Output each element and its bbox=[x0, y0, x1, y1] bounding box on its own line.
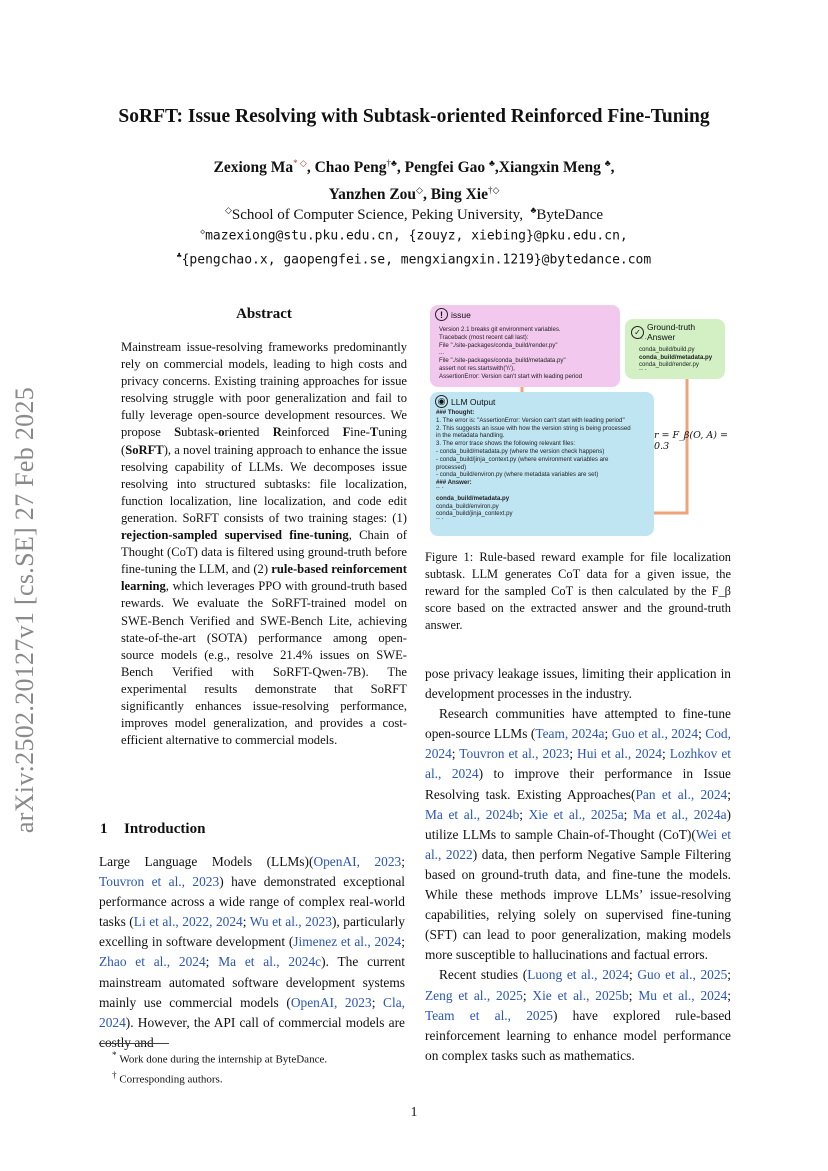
abstract-heading: Abstract bbox=[236, 306, 292, 322]
figure-text-line: 1. The error is: "AssertionError: Version can't start with leading period" bbox=[436, 416, 625, 424]
issue-header bbox=[435, 308, 471, 321]
citation-link[interactable]: Cod, 2024 bbox=[425, 726, 731, 762]
citation-link[interactable]: Ma et al., 2024a bbox=[633, 806, 727, 822]
body-text: ; bbox=[604, 726, 612, 742]
affil-text: ByteDance bbox=[536, 207, 604, 223]
ground-truth-box bbox=[625, 319, 725, 379]
paragraph: pose privacy leakage issues, limiting their application in development processes in the industry. bbox=[425, 666, 731, 702]
robot-icon: ◉ bbox=[435, 395, 448, 408]
section-title: Introduction bbox=[124, 821, 206, 837]
author-mark: †◇ bbox=[487, 185, 500, 196]
figure-text-line: 2. This suggests an issue with how the version string is being processed bbox=[436, 424, 631, 432]
figure-text-line: `` ` bbox=[639, 369, 647, 377]
body-text: ; bbox=[727, 967, 732, 983]
affil-mark: ◇ bbox=[224, 205, 232, 215]
paper-title: SoRFT: Issue Resolving with Subtask-oriented Reinforced Fine-Tuning bbox=[118, 106, 710, 127]
body-text: ; bbox=[661, 746, 670, 762]
author-name: Zexiong Ma bbox=[213, 159, 294, 177]
body-text: ), particularly excelling in software development ( bbox=[99, 914, 406, 950]
abstract-text: ), a novel training approach to enhance the issue resolving capability of LLMs. We decomposes issue resolving into structured subtasks: file localization, function localization, line localization, and code edit generation. SoRFT consists of two training stages: (1) bbox=[121, 442, 407, 525]
author-line-2: Yanzhen Zou◇, Bing Xie†◇ bbox=[328, 185, 500, 204]
author-line-1: Zexiong Ma* ◇, Chao Peng†♣, Pengfei Gao ♣,Xiangxin Meng ♣, bbox=[213, 158, 615, 177]
arxiv-id-text: arXiv:2502.20127v1 [cs.SE] 27 Feb 2025 bbox=[10, 386, 40, 834]
issue-line: AssertionError: Version can't start with leading period bbox=[439, 372, 583, 380]
body-text: ; bbox=[727, 987, 731, 1003]
citation-link[interactable]: Team et al., 2025 bbox=[425, 1007, 553, 1023]
author-name: Xiangxin Meng bbox=[498, 159, 601, 177]
figure-1 bbox=[425, 303, 731, 543]
abstract-body bbox=[121, 339, 407, 749]
body-text: Research communities have attempted to fine-tune open-source LLMs ( bbox=[425, 706, 731, 742]
citation-link[interactable]: Mu et al., 2024 bbox=[638, 987, 728, 1003]
author-name: Yanzhen Zou bbox=[328, 186, 417, 204]
abstract-text: ubtask- bbox=[181, 425, 219, 440]
body-text: ; bbox=[205, 954, 219, 970]
body-text: ) have explored rule-based reinforcement learning to enhance model performance on complex tasks such as mathematics. bbox=[425, 1007, 731, 1063]
section-heading bbox=[100, 821, 405, 838]
email-mark: ◇ bbox=[200, 227, 206, 236]
citation-link[interactable]: Li et al., 2022, 2024 bbox=[133, 914, 243, 930]
abstract-text: ine- bbox=[350, 425, 370, 440]
body-text: ; bbox=[242, 914, 250, 930]
arxiv-identifier bbox=[2, 370, 48, 850]
figure-text-line: - conda_build/jinja_context.py (where environment variables are bbox=[436, 455, 609, 463]
citation-link[interactable]: Luong et al., 2024 bbox=[527, 967, 629, 983]
body-text: Large Language Models (LLMs)( bbox=[99, 854, 314, 869]
citation-link[interactable]: Wu et al., 2023 bbox=[249, 914, 332, 930]
footnote-mark: * bbox=[112, 1050, 117, 1060]
affil-mark: ♣ bbox=[530, 205, 537, 215]
abstract-emph: rule-based reinforcement learning bbox=[121, 562, 408, 594]
citation-link[interactable]: Guo et al., 2025 bbox=[637, 967, 728, 983]
abstract-text: riented bbox=[224, 425, 273, 440]
figure-caption bbox=[425, 549, 731, 634]
footnote-mark: † bbox=[112, 1069, 117, 1080]
llm-label: LLM Output bbox=[451, 396, 496, 407]
body-text: ; bbox=[628, 967, 638, 983]
issue-line: File "./site-packages/conda_build/render.py" bbox=[439, 341, 558, 349]
citation-link[interactable]: Ma et al., 2024c bbox=[218, 954, 322, 970]
figure-text-line: conda_build/environ.py bbox=[436, 502, 499, 510]
body-text: ; bbox=[623, 806, 633, 822]
alert-icon: ! bbox=[435, 308, 448, 321]
body-text: ; bbox=[451, 746, 460, 762]
body-text: Recent studies ( bbox=[439, 967, 528, 983]
citation-link[interactable]: Zeng et al., 2025 bbox=[425, 987, 523, 1003]
gt-label: Ground-truth Answer bbox=[646, 322, 696, 342]
figure-text-line: processed) bbox=[436, 463, 467, 471]
abstract-text: uning ( bbox=[121, 425, 407, 457]
abstract-text: einforced bbox=[281, 425, 343, 440]
paragraph bbox=[425, 704, 731, 965]
gt-lines bbox=[639, 338, 712, 377]
citation-link[interactable]: Team, 2024a bbox=[535, 726, 605, 742]
issue-line: File "./site-packages/conda_build/metadata.py" bbox=[439, 357, 566, 365]
author-mark: * ◇ bbox=[293, 158, 307, 168]
email-mark: ♣ bbox=[176, 251, 182, 261]
author-emails bbox=[60, 222, 768, 271]
citation-link[interactable]: Wei et al., 2022 bbox=[425, 826, 731, 862]
abstract-emph: S bbox=[174, 425, 182, 440]
citation-link[interactable]: OpenAI, 2023 bbox=[290, 994, 372, 1010]
figure-text-line: - conda_build/environ.py (where metadata variables are set) bbox=[436, 471, 599, 479]
email-line: mazexiong@stu.pku.edu.cn, {zouyz, xiebing}@pku.edu.cn, bbox=[205, 228, 628, 244]
figure-text-line: `` ` bbox=[436, 518, 444, 526]
body-text: ). The current mainstream automated software development systems mainly use commercial models ( bbox=[99, 954, 406, 1010]
body-text: ; bbox=[371, 994, 384, 1010]
body-text: ; bbox=[569, 746, 578, 762]
body-text: ) utilize LLMs to sample Chain-of-Thought (CoT)( bbox=[425, 806, 731, 842]
abstract-emph: rejection-sampled supervised fine-tuning bbox=[121, 528, 349, 543]
body-text: ; bbox=[698, 726, 706, 742]
figure-text-line: conda_build/jinja_context.py bbox=[436, 510, 513, 518]
author-mark: ♣ bbox=[489, 158, 495, 168]
figure-text-line: ### Answer: bbox=[436, 479, 472, 487]
right-column bbox=[425, 664, 731, 1066]
body-text: ) have demonstrated exceptional performance across a wide range of complex real-world tasks ( bbox=[99, 874, 406, 930]
abstract-emph: R bbox=[272, 425, 282, 440]
reward-formula bbox=[654, 430, 731, 452]
body-text: ) to improve their performance in Issue Resolving task. Existing Approaches( bbox=[425, 766, 731, 802]
citation-link[interactable]: Zhao et al., 2024 bbox=[99, 954, 206, 970]
figure-text-line: conda_build/metadata.py bbox=[639, 353, 713, 361]
footnote-text: Corresponding authors. bbox=[119, 1073, 223, 1086]
body-text: ; bbox=[519, 806, 529, 822]
figure-text-line: conda_build/metadata.py bbox=[436, 494, 510, 502]
author-name: Pengfei Gao bbox=[404, 159, 486, 177]
citation-link[interactable]: Jimenez et al., 2024 bbox=[293, 934, 402, 950]
abstract-emph: F bbox=[342, 425, 351, 440]
abstract-text: , which leverages PPO with ground-truth based rewards. We evaluate the SoRFT-trained model on SWE-Bench Verified and SWE-Bench Lite, achieving state-of-the-art (SOTA) performance among open-source models (e.g., resolve 21.4% issues on SWE-Bench Verified with SoRFT-Qwen-7B). The experimental results demonstrate that SoRFT significantly enhances issue-resolving performance, improves model generalization, and provides a cost-efficient alternative to commercial models. bbox=[121, 579, 407, 748]
caption-text: Figure 1: Rule-based reward example for file localization subtask. LLM generates CoT data for a given issue, the reward for the sampled CoT is then calculated by the F_β score based on the extracted answer and the ground-truth answer. bbox=[425, 550, 731, 632]
intro-text bbox=[99, 852, 405, 1053]
author-mark: †♣ bbox=[386, 158, 397, 168]
citation-link[interactable]: Guo et al., 2024 bbox=[611, 726, 699, 742]
citation-link[interactable]: Touvron et al., 2023 bbox=[459, 746, 570, 762]
target-check-icon: ✓ bbox=[631, 326, 644, 339]
figure-text-line: ### Thought: bbox=[436, 409, 475, 416]
footnote-text: Work done during the internship at ByteDance. bbox=[119, 1053, 328, 1066]
formula-text: r = F_β(O, A) = 0.3 bbox=[654, 430, 728, 452]
abstract-emph: o bbox=[218, 425, 225, 440]
llm-lines bbox=[436, 409, 631, 526]
citation-link[interactable]: Hui et al., 2024 bbox=[577, 746, 662, 762]
citation-link[interactable]: Xie et al., 2025a bbox=[528, 806, 624, 822]
author-mark: ◇ bbox=[416, 185, 423, 196]
figure-text-line: `` ` bbox=[436, 486, 444, 494]
citation-link[interactable]: Xie et al., 2025b bbox=[532, 987, 629, 1003]
body-text: ; bbox=[628, 987, 639, 1003]
citation-link[interactable]: OpenAI, 2023 bbox=[313, 854, 402, 869]
abstract-text: , Chain of Thought (CoT) data is filtered using ground-truth before fine-tuning the LLM, and (2) bbox=[121, 528, 407, 577]
figure-text-line: 3. The error trace shows the following relevant files: bbox=[436, 440, 576, 448]
intro-paragraph bbox=[99, 852, 405, 1053]
body-text: ; bbox=[727, 786, 731, 802]
issue-line: Version 2.1 breaks git environment variables. bbox=[439, 326, 561, 333]
issue-line: Traceback (most recent call last): bbox=[439, 333, 529, 341]
llm-output-box bbox=[430, 392, 654, 536]
abstract-text: Mainstream issue-resolving frameworks predominantly rely on commercial models, leading to high costs and privacy concerns. Existing training approaches for issue resolving struggle with poor generalization and fail to fully leverage open-source development resources. We propose bbox=[121, 340, 407, 440]
author-mark: ♣ bbox=[604, 158, 611, 168]
issue-box bbox=[430, 305, 620, 387]
abstract-emph: T bbox=[369, 425, 379, 440]
citation-link[interactable]: Ma et al., 2024b bbox=[425, 806, 520, 822]
llm-header bbox=[435, 395, 495, 408]
issue-line: assert not res.startswith('\\'), bbox=[439, 364, 515, 372]
body-text: ; bbox=[522, 987, 533, 1003]
citation-link[interactable]: Touvron et al., 2023 bbox=[99, 874, 220, 890]
email-line: {pengchao.x, gaopengfei.se, mengxiangxin.1219}@bytedance.com bbox=[181, 252, 652, 268]
body-text: ; bbox=[401, 854, 405, 869]
figure-text-line: `` ` bbox=[639, 338, 647, 345]
figure-text-line: conda_build/render.py bbox=[639, 361, 699, 369]
body-text: ; bbox=[401, 934, 405, 950]
author-name: Bing Xie bbox=[430, 186, 488, 204]
issue-label: issue bbox=[451, 309, 471, 320]
figure-text-line: in the metadata handling. bbox=[436, 432, 505, 440]
citation-link[interactable]: Cla, 2024 bbox=[99, 994, 405, 1030]
issue-line: ... bbox=[439, 349, 445, 357]
body-text: ). However, the API call of commercial models are costly and bbox=[99, 1014, 405, 1050]
body-text: ) data, then perform Negative Sample Filtering based on ground-truth data, and fine-tune the models. While these methods improve LLMs’ issue-resolving capabilities, relying solely on supervised fine-tuning (SFT) can lead to poor generalization, making models more susceptible to hallucinations and factual errors. bbox=[425, 846, 731, 963]
page-number: 1 bbox=[410, 1104, 418, 1119]
section-number: 1 bbox=[100, 821, 108, 837]
citation-link[interactable]: Pan et al., 2024 bbox=[635, 786, 728, 802]
figure-text-line: - conda_build/metadata.py (where the version check happens) bbox=[436, 447, 605, 455]
affil-text: School of Computer Science, Peking University, bbox=[231, 207, 523, 223]
abstract-emph: SoRFT bbox=[125, 442, 164, 457]
citation-link[interactable]: Lozhkov et al., 2024 bbox=[425, 746, 731, 782]
paragraph bbox=[425, 965, 731, 1065]
author-name: Chao Peng bbox=[314, 159, 387, 177]
issue-lines bbox=[439, 326, 582, 381]
footnote-rule bbox=[99, 1043, 169, 1044]
figure-text-line: conda_build/build.py bbox=[639, 345, 695, 353]
footnotes bbox=[112, 1048, 412, 1087]
